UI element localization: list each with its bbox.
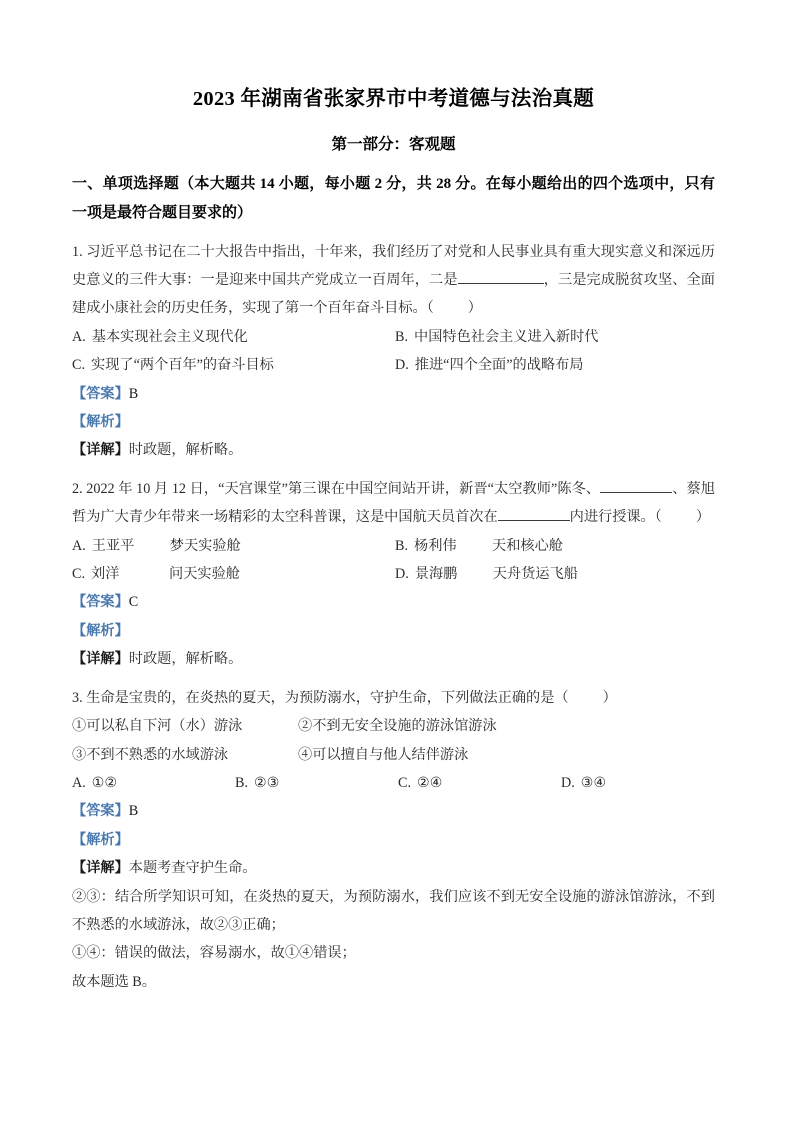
option-c[interactable] [72, 351, 395, 379]
detail-marker: 【详解】 [72, 860, 129, 877]
option-label: B. [395, 537, 409, 554]
answer-value: C [128, 594, 139, 611]
option-row [72, 532, 715, 560]
option-text: ②④ [417, 774, 443, 791]
detail-marker: 【详解】 [72, 442, 129, 459]
detail-line [72, 854, 715, 882]
question-number: 3. [72, 689, 83, 706]
option-text: ③④ [580, 774, 607, 791]
option-d[interactable] [395, 351, 718, 379]
statement-3 [72, 741, 298, 769]
explanation-line: 故本题选 B。 [72, 973, 156, 990]
question-block-3 [72, 684, 715, 996]
statement-marker: ③ [72, 746, 87, 763]
analysis-line [72, 617, 715, 645]
option-b[interactable] [395, 532, 718, 560]
option-label: C. [398, 774, 412, 791]
detail-text: 时政题，解析略。 [128, 651, 243, 668]
section-heading: 一、单项选择题（本大题共 14 小题，每小题 2 分，共 28 分。在每小题给出的四个选项中，只有一项是最符合题目要求的） [72, 176, 715, 221]
option-row [72, 560, 715, 588]
detail-line [72, 645, 715, 673]
page-title: 2023 年湖南省张家界市中考道德与法治真题 [192, 88, 595, 110]
option-label: C. [72, 566, 86, 583]
statement-text: 可以私自下河（水）游泳 [86, 718, 243, 735]
explanation-line: ①④：错误的做法，容易溺水，故①④错误； [72, 945, 356, 962]
question-number: 2. [72, 480, 83, 497]
question-number: 1. [72, 243, 83, 260]
detail-marker: 【详解】 [72, 651, 129, 668]
answer-marker: 【答案】 [72, 803, 129, 820]
option-label: B. [235, 774, 249, 791]
option-text: 推进“四个全面”的战略布局 [414, 357, 584, 374]
option-module: 梦天实验舱 [169, 537, 241, 554]
option-a[interactable] [72, 532, 395, 560]
statement-row [72, 741, 715, 769]
option-person: 景海鹏 [414, 566, 458, 583]
option-person: 王亚平 [91, 537, 135, 554]
option-c[interactable] [398, 769, 561, 797]
option-text: 基本实现社会主义现代化 [91, 328, 248, 345]
option-row [72, 323, 715, 351]
statement-text: 可以擅自与他人结伴游泳 [312, 746, 469, 763]
question-stem [72, 238, 715, 323]
statement-text: 不到不熟悉的水域游泳 [86, 746, 229, 763]
answer-line [72, 380, 715, 408]
detail-line [72, 436, 715, 464]
question-stem-text-d: ） [695, 509, 711, 526]
answer-line [72, 588, 715, 616]
option-row [72, 769, 715, 797]
fill-blank [600, 492, 672, 493]
option-text [414, 532, 718, 560]
option-person: 刘洋 [91, 566, 120, 583]
question-block-1 [72, 238, 715, 465]
option-text: ②③ [254, 774, 280, 791]
option-module: 问天实验舱 [169, 566, 240, 583]
question-stem-text-a: 生命是宝贵的，在炎热的夏天，为预防溺水，守护生命，下列做法正确的是（ [86, 689, 569, 706]
option-d[interactable] [561, 769, 724, 797]
explanation-line: ②③：结合所学知识可知，在炎热的夏天，为预防溺水，我们应该不到无安全设施的游泳馆游泳，不到不熟悉的水域游泳，故②③正确； [72, 888, 715, 933]
option-text: 中国特色社会主义进入新时代 [414, 328, 599, 345]
statement-marker: ④ [298, 746, 313, 763]
option-label: A. [72, 537, 86, 554]
option-text [91, 560, 395, 588]
analysis-line [72, 826, 715, 854]
option-a[interactable] [72, 323, 395, 351]
option-label: D. [395, 357, 409, 374]
question-stem-text-a: 2022 年 10 月 12 日，“天宫课堂”第三课在中国空间站开讲，新晋“太空教师”陈冬、 [86, 480, 601, 497]
question-stem [72, 684, 715, 712]
option-module: 天和核心舱 [492, 537, 563, 554]
analysis-marker: 【解析】 [72, 831, 129, 848]
option-row [72, 351, 715, 379]
option-label: B. [395, 328, 409, 345]
statement-1 [72, 712, 298, 740]
answer-value: B [128, 803, 139, 820]
fill-blank [458, 283, 544, 284]
option-label: C. [72, 357, 86, 374]
option-text [415, 560, 718, 588]
option-text [92, 532, 395, 560]
question-stem-text-c: ） [467, 300, 482, 317]
answer-marker: 【答案】 [72, 385, 129, 402]
statement-4 [298, 741, 524, 769]
answer-value: B [128, 385, 139, 402]
question-stem-text-c: 内进行授课。（ [569, 509, 662, 526]
option-c[interactable] [72, 560, 395, 588]
option-person: 杨利伟 [414, 537, 457, 554]
analysis-marker: 【解析】 [72, 414, 129, 431]
option-label: A. [72, 774, 86, 791]
part-subtitle: 第一部分：客观题 [331, 135, 456, 153]
fill-blank [498, 520, 570, 521]
option-text: 实现了“两个百年”的奋斗目标 [91, 357, 274, 374]
option-module: 天舟货运飞船 [492, 566, 578, 583]
analysis-marker: 【解析】 [72, 622, 129, 639]
answer-marker: 【答案】 [72, 594, 129, 611]
option-a[interactable] [72, 769, 235, 797]
detail-text: 本题考查守护生命。 [128, 860, 257, 877]
question-stem-text-a: 习近平总书记在二十大报告中指出，十年来，我们经历了对党和人民事业具有重大现实意义和深远历史意义的三件大事：一是迎来中国共产党成立一百周年，二是 [72, 243, 715, 288]
statement-text: 不到无安全设施的游泳馆游泳 [312, 718, 497, 735]
question-stem-text-b: 、蔡旭哲为广大青少年带来一场精彩的太空科普课，这是中国航天员首次在 [72, 480, 715, 526]
statement-marker: ① [72, 718, 87, 735]
option-text: ①② [91, 774, 118, 791]
question-stem [72, 475, 715, 532]
detail-text: 时政题，解析略。 [128, 442, 243, 459]
option-label: D. [561, 774, 575, 791]
option-b[interactable] [395, 323, 718, 351]
analysis-line [72, 408, 715, 436]
option-label: A. [72, 328, 86, 345]
answer-line [72, 797, 715, 825]
question-stem-text-b: ） [602, 689, 617, 706]
statement-row [72, 712, 715, 740]
statement-2 [298, 712, 524, 740]
question-stem-text-b: ，三是完成脱贫攻坚、全面建成小康社会的历史任务，实现了第一个百年奋斗目标。（ [72, 272, 715, 317]
option-label: D. [395, 566, 409, 583]
question-block-2 [72, 475, 715, 674]
option-b[interactable] [235, 769, 398, 797]
option-d[interactable] [395, 560, 718, 588]
statement-marker: ② [298, 718, 313, 735]
